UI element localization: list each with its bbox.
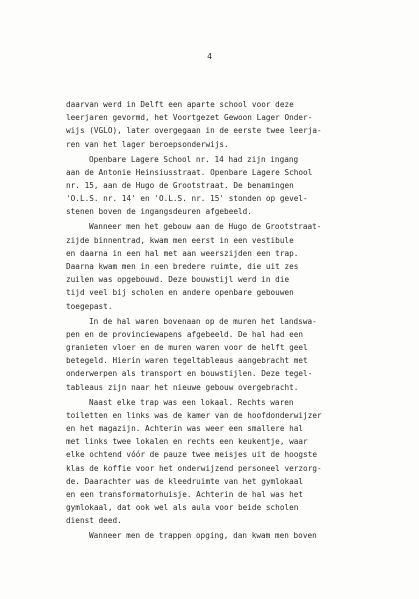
- text-line: onderwerpen als transport en bouwstijlen. Deze tegel-: [66, 369, 313, 379]
- text-line: dienst deed.: [66, 516, 122, 526]
- text-line: de. Daarachter was de kleedruimte van het gymlokaal: [66, 476, 304, 486]
- text-line: stenen boven de ingangsdeuren afgebeeld.: [66, 207, 252, 217]
- text-line: klas de koffie voor het onderwijzend personeel verzorg-: [66, 463, 322, 473]
- text-line: leerjaren gevormd, het Voortgezet Gewoon Lager Onder-: [66, 113, 313, 123]
- text-line: ren van het lager beroepsonderwijs.: [66, 139, 229, 149]
- paragraph-first-line: Wanneer men het gebouw aan de Hugo de Grootstraat-: [89, 222, 322, 232]
- text-line: pen en de provinciewapens afgebeeld. De hal had een: [66, 329, 304, 339]
- text-line: nr. 15, aan de Hugo de Grootstraat. De benamingen: [66, 181, 294, 191]
- text-line: en het magazijn. Achterin was weer een smallere hal: [66, 424, 304, 434]
- text-line: en een transformatorhuisje. Achterin de hal was het: [66, 490, 304, 499]
- text-line: Daarna kwam men in een bredere ruimte, die uit zes: [66, 262, 299, 272]
- text-line: gymlokaal, dat ook wel als aula voor beide scholen: [66, 503, 299, 513]
- text-line: zuilen was opgebouwd. Deze bouwstijl werd in die: [66, 275, 290, 285]
- text-line: toiletten en links was de kamer van de hoofdonderwijzer: [66, 410, 322, 420]
- text-line: betegeld. Hierin waren tegeltableaus aangebracht met: [66, 356, 308, 366]
- paragraph-first-line: In de hal waren bovenaan op de muren het landswa-: [89, 316, 317, 326]
- text-line: met links twee lokalen en rechts een keukentje, waar: [66, 437, 308, 447]
- text-line: en daarna in een hal met aan weerszijden een trap.: [66, 248, 299, 258]
- text-line: elke ochtend vóór de pauze twee meisjes uit de hoogste: [66, 450, 318, 460]
- paragraph-first-line: Wanneer men de trappen opging, dan kwam men boven: [89, 531, 317, 541]
- paragraph-first-line: Naast elke trap was een lokaal. Rechts waren: [89, 397, 294, 407]
- text-line: 'O.L.S. nr. 14' en 'O.L.S. nr. 15' stonden op gevel-: [66, 194, 308, 204]
- text-line: wijs (VGLO), later overgegaan in de eerste twee leerja-: [66, 126, 322, 136]
- text-line: zijde binnentrad, kwam men eerst in een vestibule: [66, 235, 294, 245]
- text-line: tijd veel bij scholen en andere openbare gebouwen: [66, 288, 294, 298]
- text-line: aan de Antonie Heinsiusstraat. Openbare Lagere School: [66, 167, 313, 177]
- text-line: daarvan werd in Delft een aparte school voor deze: [66, 100, 294, 109]
- text-line: tableaus zijn naar het nieuwe gebouw overgebracht.: [66, 382, 299, 392]
- text-line: toegepast.: [66, 301, 113, 311]
- paragraph-first-line: Openbare Lagere School nr. 14 had zijn ingang: [89, 154, 299, 164]
- body-text: [66, 98, 386, 543]
- page-number: 4: [207, 52, 212, 61]
- text-line: granieten vloer en de muren waren voor de helft geel: [66, 343, 308, 353]
